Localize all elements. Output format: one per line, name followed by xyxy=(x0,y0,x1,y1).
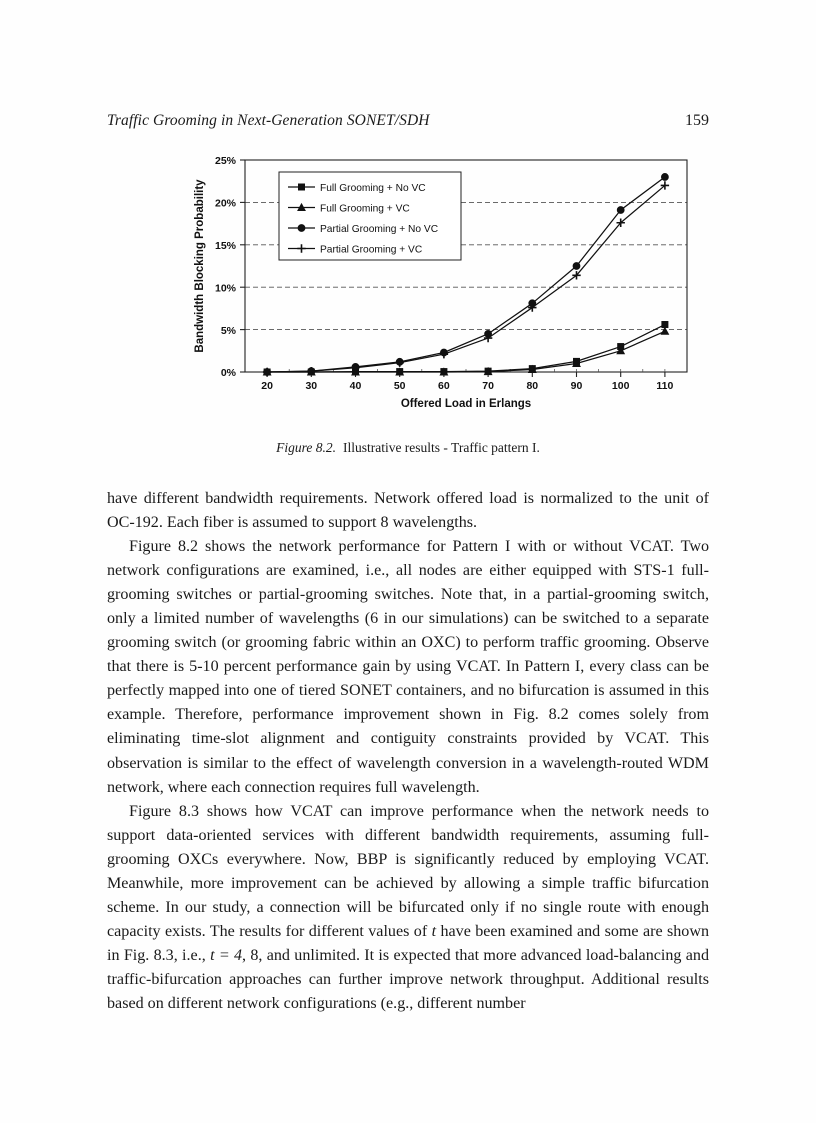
legend-label: Full Grooming + No VC xyxy=(320,182,426,194)
x-tick-label: 100 xyxy=(611,380,630,392)
series-line xyxy=(267,325,665,372)
legend-label: Full Grooming + VC xyxy=(320,203,410,215)
legend-label: Partial Grooming + VC xyxy=(320,244,423,256)
paragraph-3-part-3: , 8, and unlimited. It is expected that more advanced load-balancing and traffic-bifurcation approaches can further improve network throughput. Additional results based on different network configurations (e.g., different number xyxy=(107,946,709,1012)
x-tick-label: 40 xyxy=(349,380,362,392)
x-tick-label: 20 xyxy=(261,380,273,392)
data-point-marker xyxy=(299,184,305,190)
x-tick-label: 50 xyxy=(393,380,406,392)
y-tick-label: 0% xyxy=(220,367,236,380)
paragraph-1: have different bandwidth requirements. Network offered load is normalized to the unit of OC-192. Each fiber is assumed to support 8 wavelengths. xyxy=(107,490,709,532)
y-tick-label: 15% xyxy=(214,240,236,252)
page-number: 159 xyxy=(685,112,709,129)
chart-area xyxy=(187,150,707,412)
body-text-column xyxy=(107,487,709,1016)
x-tick-label: 90 xyxy=(570,380,583,392)
y-tick-label: 5% xyxy=(220,324,236,337)
data-point-marker xyxy=(661,328,668,335)
paragraph-3 xyxy=(107,800,709,1016)
paragraph-3-math-2: t = 4 xyxy=(210,946,243,964)
y-tick-label: 20% xyxy=(214,197,236,210)
running-head xyxy=(107,112,709,134)
legend-label: Partial Grooming + No VC xyxy=(320,223,439,235)
x-tick-label: 80 xyxy=(526,380,539,392)
figure-caption xyxy=(107,440,709,456)
x-tick-label: 60 xyxy=(438,380,450,392)
data-point-marker xyxy=(298,225,305,232)
paragraph-2: Figure 8.2 shows the network performance for Pattern I with or without VCAT. Two network configurations are examined, i.e., all nodes are either equipped with STS-1 full-grooming switches or partial-grooming switches. Note that, in a partial-grooming switch, only a limited number of wavelengths (6 in our simulations) can be switched to a separate grooming switch (or grooming fabric within an OXC) to perform traffic grooming. Observe that there is 5-10 percent performance gain by using VCAT. In Pattern I, every class can be perfectly mapped into one of tiered SONET containers, and no bifurcation is assumed in this example. Therefore, performance improvement shown in Fig. 8.2 comes solely from eliminating time-slot alignment and contiguity constraints provided by VCAT. This observation is similar to the effect of wavelength conversion in a wavelength-routed WDM network, where each connection requires full wavelength. xyxy=(107,538,709,796)
data-point-marker xyxy=(662,174,669,181)
figure-8-2 xyxy=(107,150,709,470)
figure-caption-label: Figure 8.2. xyxy=(276,440,336,455)
y-tick-label: 10% xyxy=(214,282,236,295)
x-tick-label: 30 xyxy=(305,380,318,392)
paragraph-3-math-1: t xyxy=(431,922,437,940)
line-chart xyxy=(187,150,707,412)
y-tick-label: 25% xyxy=(214,155,236,168)
data-point-marker xyxy=(573,263,580,270)
x-tick-label: 70 xyxy=(482,380,494,392)
y-axis-title: Bandwidth Blocking Probability xyxy=(194,179,206,353)
paragraph-3-part-2: have been examined and some are shown in Fig. 8.3, i.e., xyxy=(107,922,710,964)
figure-caption-text: Illustrative results - Traffic pattern I. xyxy=(342,440,540,455)
data-point-marker xyxy=(662,322,668,328)
running-head-title: Traffic Grooming in Next-Generation SONET/SDH xyxy=(107,112,430,129)
x-axis-title: Offered Load in Erlangs xyxy=(400,398,532,410)
data-point-marker xyxy=(617,207,624,214)
x-tick-label: 110 xyxy=(656,380,674,392)
paragraph-3-part-1: Figure 8.3 shows how VCAT can improve performance when the network needs to support data-oriented services with different bandwidth requirements, assuming full-grooming OXCs everywhere. Now, BBP is significantly reduced by employing VCAT. Meanwhile, more improvement can be achieved by allowing a simple traffic bifurcation scheme. In our study, a connection will be bifurcated only if no single route with enough capacity exists. The results for different values of xyxy=(107,802,709,940)
